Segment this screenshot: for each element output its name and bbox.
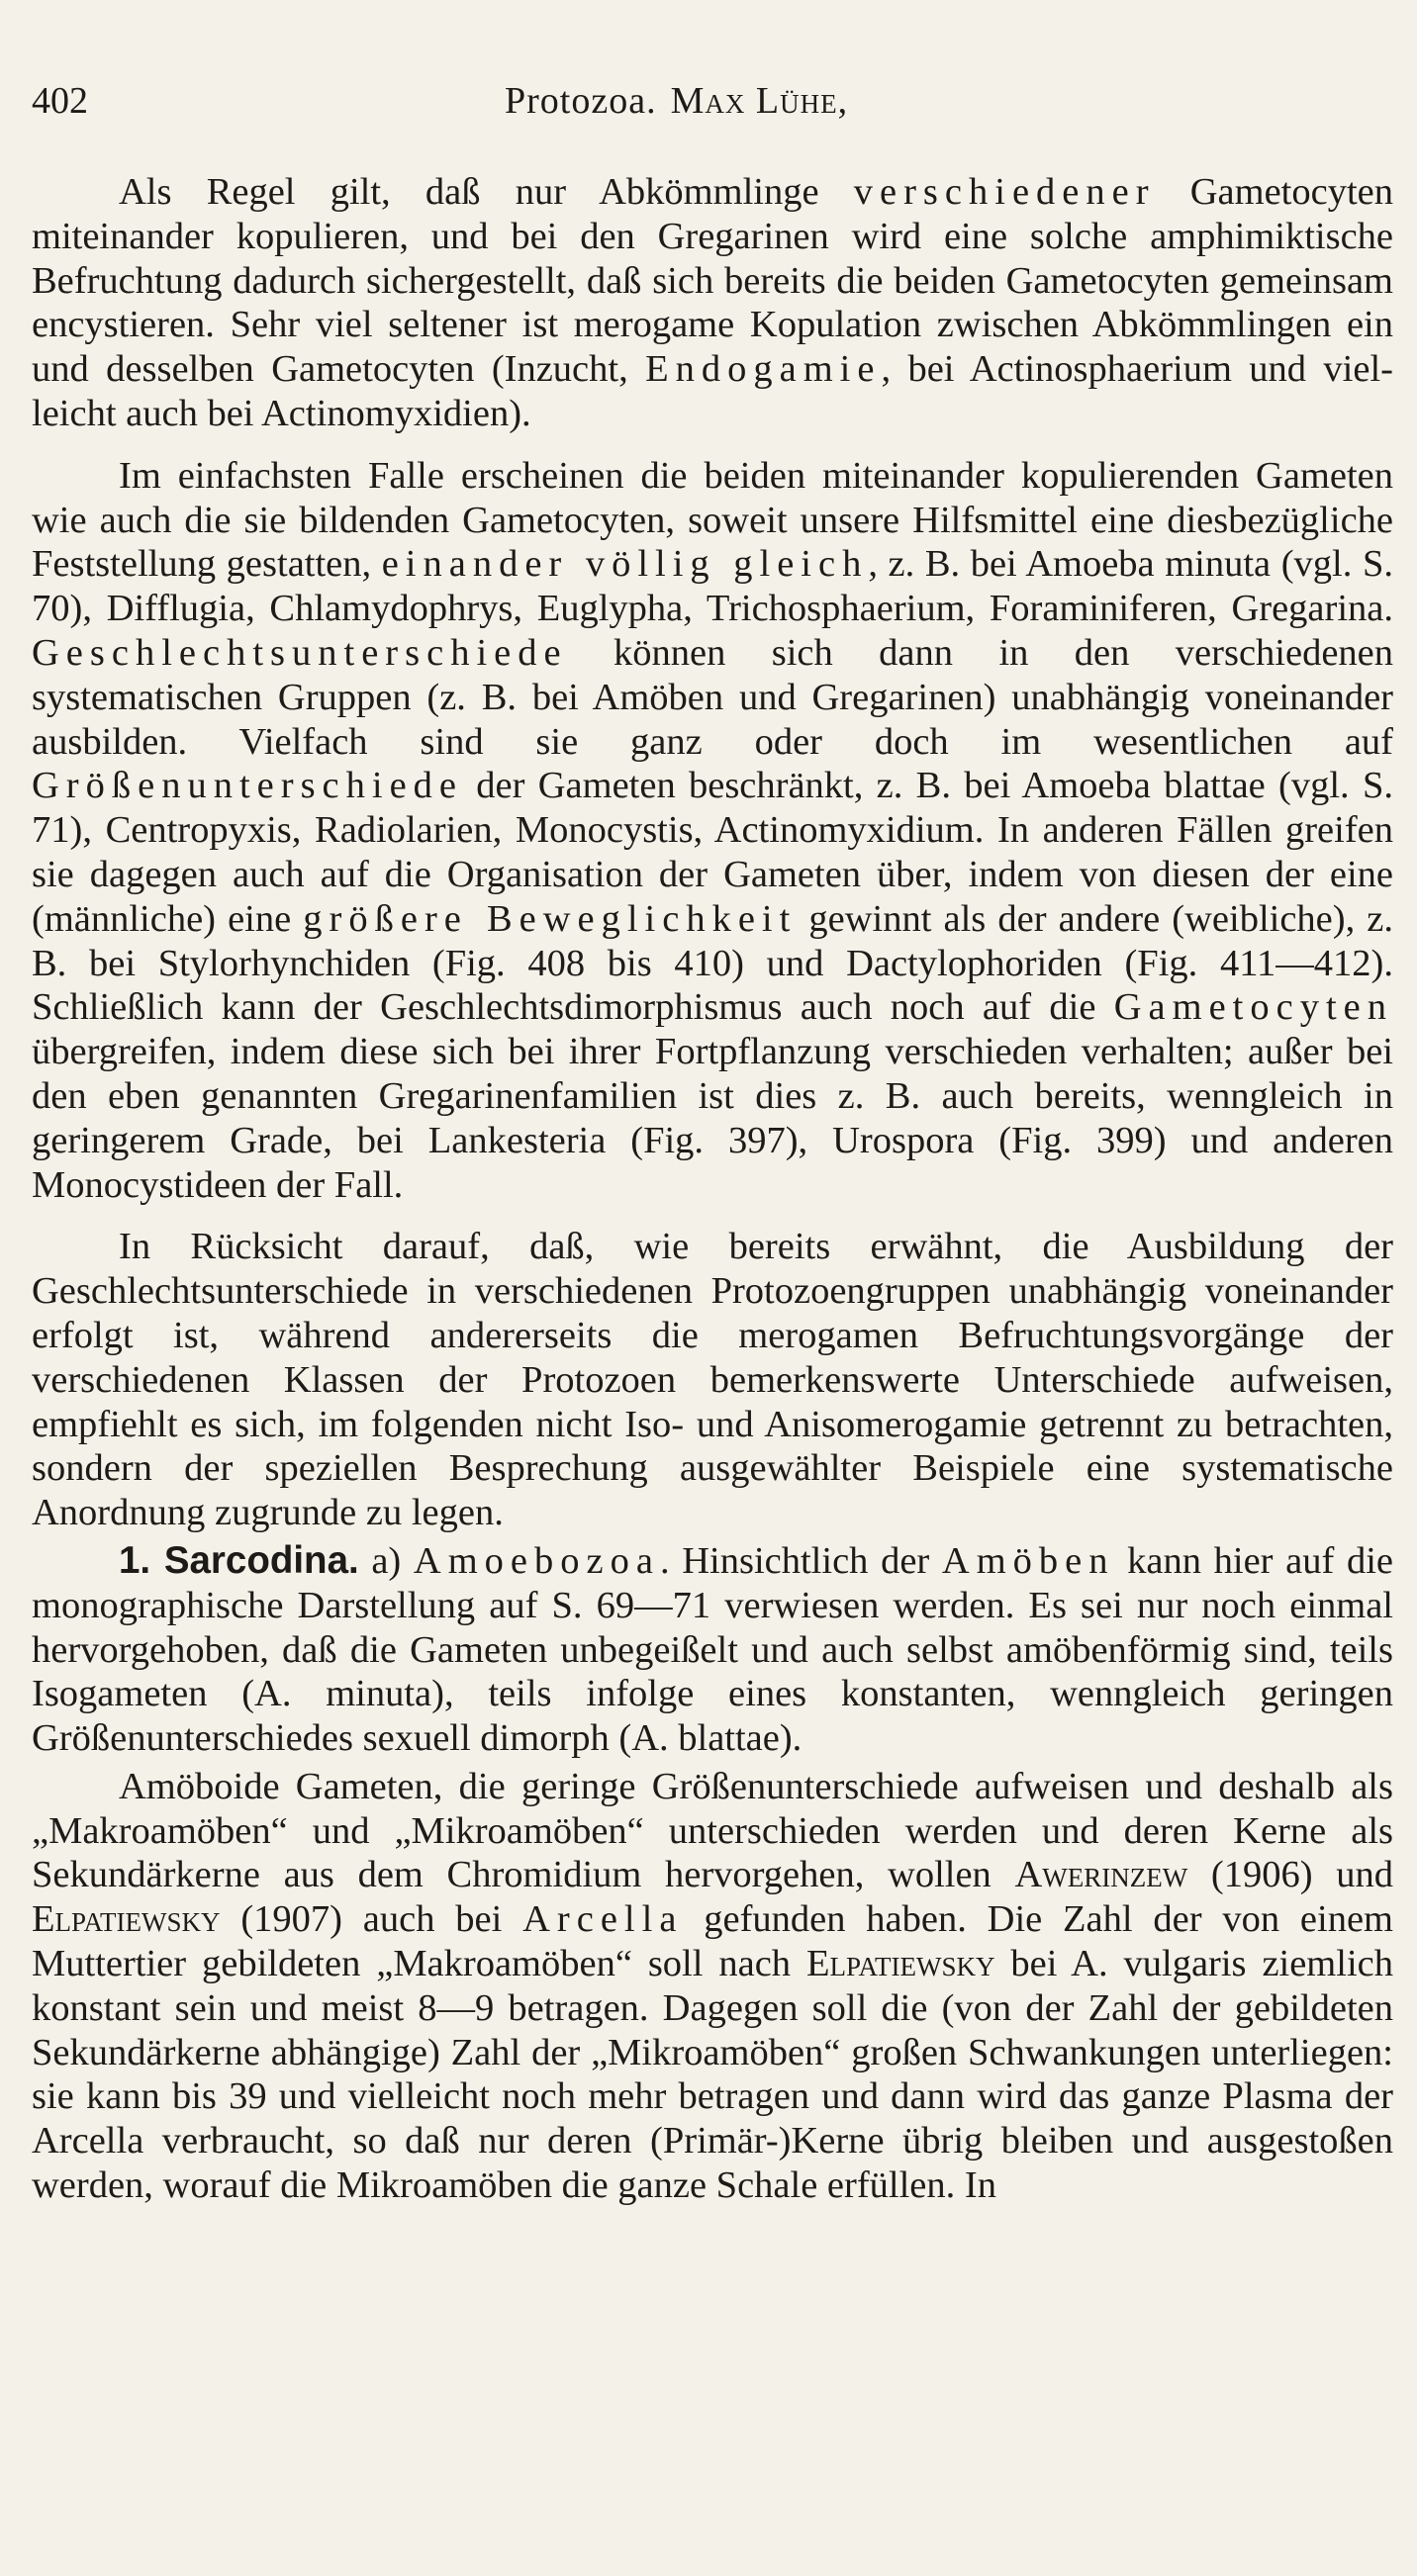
emphasis-run: einander völlig gleich — [381, 543, 869, 586]
emphasis-run: Größenunterschiede — [32, 765, 464, 807]
text-run: können sich dann in den verschiedenen systematischen Gruppen (z. B. bei Amöben und Gregarinen) unabhängig voneinander ausbilden. Vielfach sind sie ganz oder doch im wesentlichen auf — [32, 631, 1393, 763]
text-run: Als Regel gilt, daß nur Abkömmlinge — [119, 171, 854, 213]
emphasis-run: Endogamie — [645, 348, 882, 391]
text-run: In Rücksicht darauf, daß, wie bereits erwähnt, die Ausbildung der Geschlechtsunterschiede in verschiedenen Protozoengruppen unabhängig voneinander erfolgt ist, während andererseits die merogamen Befruchtungsvorgänge der verschiedenen Klassen der Protozoen bemerkenswerte Unterschiede aufweisen, empfiehlt es sich, im folgenden nicht Iso- und Anisomerogamie getrennt zu betrachten, sondern der speziellen Besprechung ausgewählter Beispiele eine systematische Anordnung zugrunde zu legen. — [32, 1226, 1393, 1534]
emphasis-run: Geschlechtsunterschiede — [32, 631, 568, 674]
emphasis-run: Arcella — [522, 1898, 684, 1941]
text-run: Im einfachsten Falle erscheinen die beiden miteinander kopulierenden Gameten wie auch die sie bildenden Gametocyten, soweit unsere Hilfsmittel eine diesbezügliche Feststellung gestatten, — [32, 454, 1393, 586]
emphasis-run: Amoebozoa — [413, 1539, 660, 1582]
text-run: (1907) auch bei — [220, 1898, 523, 1941]
text-run: Amöboide Gameten, die geringe Größenunterschiede aufweisen und deshalb als „Makroamöben“ und „Mikroamöben“ unterschieden werden und deren Kerne als Sekundärkerne aus dem Chromidium hervorgehen, wollen — [32, 1765, 1393, 1896]
running-author: Max Lühe, — [670, 80, 849, 122]
paragraph — [32, 1225, 1393, 1535]
emphasis-run: Gametocyten — [1113, 986, 1393, 1029]
emphasis-run: 1. Sarcodina. — [119, 1538, 359, 1582]
text-run: . Hinsichtlich der — [659, 1539, 942, 1582]
paragraph — [32, 1539, 1393, 1761]
emphasis-run: Elpatiewsky — [32, 1898, 221, 1941]
text-run: (1906) und — [1187, 1854, 1393, 1896]
body-text — [32, 170, 1393, 2208]
text-run: , z. B. bei Amoeba minuta (vgl. S. 70), Difflugia, Chlamydophrys, Euglypha, Trichosphaerium, Foraminiferen, Gregarina. — [32, 543, 1393, 630]
text-run: der Gameten beschränkt, z. B. bei Amoeba blattae (vgl. S. 71), Centropyxis, Radiolarien, Monocystis, Actinomyxidium. In anderen Fällen greifen sie dagegen auch auf die Organisation der Gameten über, indem von diesen der eine (männliche) eine — [32, 765, 1393, 940]
text-run: Gametocyten miteinander kopulieren, und bei den Gregarinen wird eine solche amphimiktische Befruchtung dadurch sichergestellt, daß sich bereits die beiden Gametocyten gemeinsam encystieren. Sehr viel seltener ist merogame Kopulation zwischen Abkömmlingen ein und desselben Gametocyten (Inzucht, — [32, 171, 1393, 391]
emphasis-run: Elpatiewsky — [805, 1943, 995, 1985]
text-run: übergreifen, indem diese sich bei ihrer Fortpflanzung verschieden verhalten; außer bei den eben genannten Gregarinenfamilien ist dies z. B. auch bereits, wenngleich in geringerem Grade, bei Lankesteria (Fig. 397), Urospora (Fig. 399) und anderen Monocystideen der Fall. — [32, 1031, 1393, 1206]
page-header — [32, 71, 1393, 131]
text-run: gewinnt als der andere (weibliche), z. B. bei Stylorhynchiden (Fig. 408 bis 410) und Dactylophoriden (Fig. 411—412). Schließlich kann der Geschlechtsdimorphismus auch noch auf die — [32, 897, 1394, 1029]
emphasis-run: Awerinzew — [1014, 1854, 1188, 1896]
paragraph — [32, 170, 1393, 436]
paragraph — [32, 454, 1393, 1208]
emphasis-run: verschiedener — [853, 171, 1156, 213]
running-head — [505, 71, 848, 131]
emphasis-run: größere Beweglichkeit — [303, 897, 798, 940]
emphasis-run: Amöben — [941, 1539, 1115, 1582]
text-run: , bei Actinosphaerium und vielleicht auch bei Actinomyxidien). — [32, 348, 1393, 434]
running-title: Protozoa. — [505, 80, 657, 122]
text-run: bei A. vulgaris ziemlich konstant sein und meist 8—9 betragen. Dagegen soll die (von der Zahl der gebildeten Sekundärkerne abhängige) Zahl der „Mikroamöben“ großen Schwankungen unterliegen: sie kann bis 39 und vielleicht noch mehr betragen und dann wird das ganze Plasma der Arcella verbraucht, so daß nur deren (Primär-)Kerne übrig bleiben und ausgestoßen werden, worauf die Mikroamöben die ganze Schale erfüllen. In — [32, 1943, 1393, 2207]
text-run: a) — [358, 1539, 414, 1582]
page-number: 402 — [32, 80, 88, 122]
text-run: kann hier auf die monographische Darstellung auf S. 69—71 verwiesen werden. Es sei nur noch einmal hervorgehoben, daß die Gameten unbegeißelt und auch selbst amöbenförmig sind, teils Isogameten (A. minuta), teils infolge eines konstanten, wenngleich geringen Größenunterschiedes sexuell dimorph (A. blattae). — [32, 1539, 1393, 1760]
paragraph — [32, 1765, 1393, 2208]
text-run: gefunden haben. Die Zahl der von einem Muttertier gebildeten „Makroamöben“ soll nach — [32, 1898, 1393, 1985]
